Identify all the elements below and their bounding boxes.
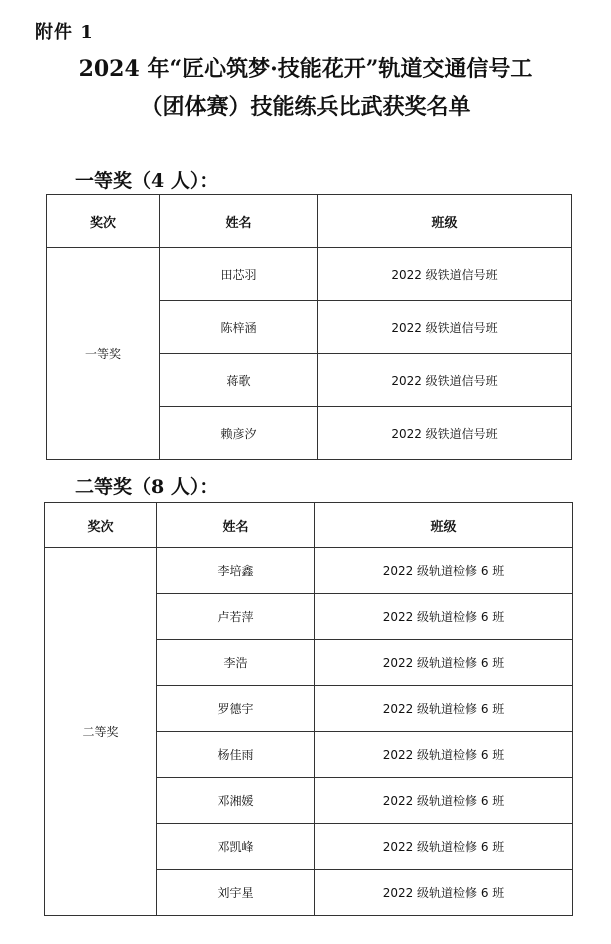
award-column-header: 奖次 [45, 503, 157, 548]
table-header-row [45, 503, 573, 548]
winner-name-cell: 罗德宇 [157, 686, 315, 732]
winner-class-cell: 2022 级轨道检修 6 班 [315, 824, 573, 870]
winner-name-cell: 刘宇星 [157, 870, 315, 916]
winner-name-cell: 赖彦汐 [160, 407, 318, 460]
second-prize-heading: 二等奖（8 人）： [75, 476, 219, 498]
name-column-header: 姓名 [160, 195, 318, 248]
award-column-header: 奖次 [47, 195, 160, 248]
winner-class-cell: 2022 级铁道信号班 [318, 301, 572, 354]
winner-class-cell: 2022 级铁道信号班 [318, 407, 572, 460]
winner-name-cell: 田芯羽 [160, 248, 318, 301]
winner-class-cell: 2022 级铁道信号班 [318, 248, 572, 301]
winner-class-cell: 2022 级轨道检修 6 班 [315, 548, 573, 594]
winner-name-cell: 邓湘媛 [157, 778, 315, 824]
winner-class-cell: 2022 级轨道检修 6 班 [315, 594, 573, 640]
winner-class-cell: 2022 级轨道检修 6 班 [315, 640, 573, 686]
winner-name-cell: 李浩 [157, 640, 315, 686]
winner-class-cell: 2022 级轨道检修 6 班 [315, 778, 573, 824]
table-header-row [47, 195, 572, 248]
name-column-header: 姓名 [157, 503, 315, 548]
winner-class-cell: 2022 级轨道检修 6 班 [315, 732, 573, 778]
winner-class-cell: 2022 级铁道信号班 [318, 354, 572, 407]
winner-name-cell: 杨佳雨 [157, 732, 315, 778]
winner-name-cell: 蒋歌 [160, 354, 318, 407]
winner-name-cell: 陈梓涵 [160, 301, 318, 354]
first-prize-table [46, 194, 572, 460]
class-column-header: 班级 [315, 503, 573, 548]
winner-class-cell: 2022 级轨道检修 6 班 [315, 870, 573, 916]
first-prize-heading: 一等奖（4 人）： [75, 170, 219, 192]
attachment-label: 附件 1 [35, 22, 94, 43]
winner-name-cell: 邓凯峰 [157, 824, 315, 870]
award-level-cell: 一等奖 [47, 248, 160, 460]
winner-class-cell: 2022 级轨道检修 6 班 [315, 686, 573, 732]
document-title-line1: 2024 年“匠心筑梦·技能花开”轨道交通信号工 [78, 56, 533, 82]
award-level-cell: 二等奖 [45, 548, 157, 916]
winner-name-cell: 卢若萍 [157, 594, 315, 640]
class-column-header: 班级 [318, 195, 572, 248]
table-row [45, 548, 573, 594]
table-row [47, 248, 572, 301]
winner-name-cell: 李培鑫 [157, 548, 315, 594]
second-prize-table [44, 502, 573, 916]
document-title-line2: （团体赛）技能练兵比武获奖名单 [140, 94, 471, 120]
